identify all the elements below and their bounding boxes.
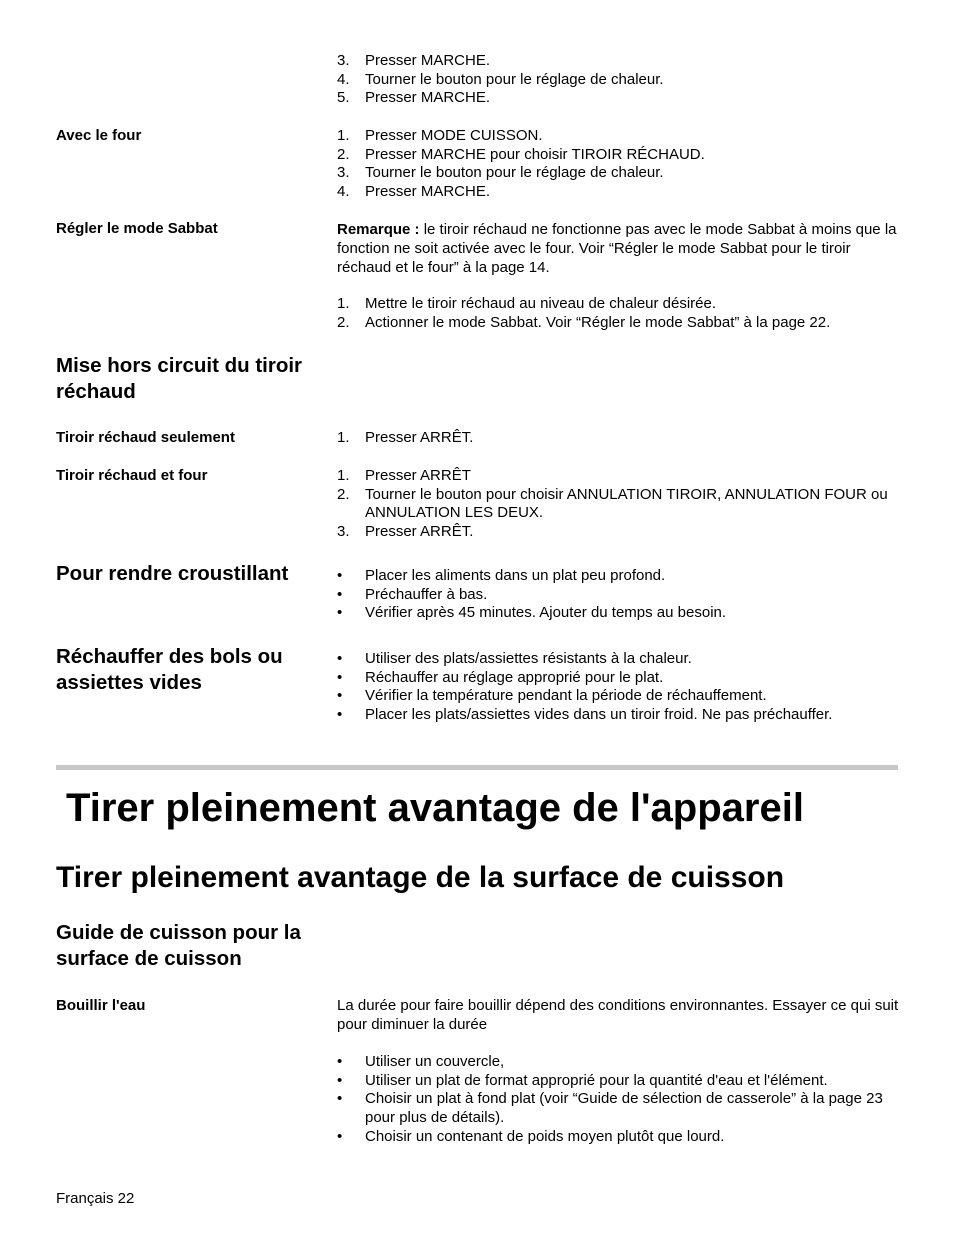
sabbat-note-label: Remarque : — [337, 221, 420, 238]
list-marker: • — [337, 1090, 343, 1108]
tiroir-seul-steps — [337, 429, 902, 448]
list-marker: 5. — [337, 89, 350, 107]
list-item-text: Tourner le bouton pour choisir ANNULATION TIROIR, ANNULATION FOUR ou ANNULATION LES DEUX. — [365, 485, 888, 522]
list-item — [337, 429, 902, 448]
list-item-text: Tourner le bouton pour le réglage de chaleur. — [365, 70, 664, 88]
list-item — [337, 650, 902, 669]
list-marker: 1. — [337, 127, 350, 144]
list-item — [337, 183, 902, 202]
list-item-text: Presser ARRÊT. — [365, 523, 474, 541]
list-item — [337, 586, 902, 605]
list-marker: • — [337, 706, 343, 724]
list-marker: • — [337, 567, 343, 584]
list-marker: 2. — [337, 145, 350, 163]
list-item — [337, 1090, 902, 1127]
list-marker: • — [337, 668, 343, 686]
list-item-text: Utiliser un couvercle, — [365, 1053, 505, 1070]
page-footer: Français 22 — [56, 1190, 135, 1207]
list-item — [337, 687, 902, 706]
list-item-text: Presser ARRÊT — [365, 467, 471, 484]
list-marker: • — [337, 650, 343, 667]
list-item — [337, 706, 902, 725]
list-item-text: Presser MARCHE. — [365, 89, 491, 107]
list-marker: 2. — [337, 485, 350, 503]
list-item-text: Préchauffer à bas. — [365, 585, 488, 603]
list-item-text: Presser MODE CUISSON. — [365, 127, 543, 144]
list-item — [337, 604, 902, 623]
list-item — [337, 523, 902, 542]
sabbat-note — [337, 220, 902, 277]
list-marker: • — [337, 1053, 343, 1070]
list-item-text: Presser MARCHE. — [365, 52, 491, 69]
list-marker: 1. — [337, 467, 350, 484]
sub-title: Tirer pleinement avantage de la surface de cuisson — [56, 861, 785, 894]
bols-list — [337, 650, 902, 725]
bouillir-label: Bouillir l'eau — [56, 997, 146, 1014]
list-item — [337, 1053, 902, 1072]
list-item-text: Actionner le mode Sabbat. Voir “Régler le mode Sabbat” à la page 22. — [365, 313, 831, 331]
list-item — [337, 567, 902, 586]
list-marker: 4. — [337, 183, 350, 201]
list-item — [337, 52, 902, 71]
list-item — [337, 486, 902, 523]
list-marker: 1. — [337, 429, 350, 446]
section-divider — [56, 765, 898, 770]
list-item — [337, 295, 902, 314]
list-item-text: Choisir un plat à fond plat (voir “Guide de sélection de casserole” à la page 23 pour plus de détails). — [365, 1090, 883, 1127]
list-marker: 4. — [337, 70, 350, 88]
list-marker: • — [337, 585, 343, 603]
list-item-text: Presser MARCHE. — [365, 183, 491, 201]
list-item-text: Presser MARCHE pour choisir TIROIR RÉCHAUD. — [365, 145, 705, 163]
tiroir-seul-label: Tiroir réchaud seulement — [56, 429, 235, 446]
list-item-text: Réchauffer au réglage approprié pour le plat. — [365, 668, 664, 686]
list-item — [337, 669, 902, 688]
main-title: Tirer pleinement avantage de l'appareil — [66, 786, 804, 830]
mise-hors-heading: Mise hors circuit du tiroir réchaud — [56, 354, 303, 403]
tiroir-four-steps — [337, 467, 902, 542]
list-item — [337, 467, 902, 486]
bouillir-text: La durée pour faire bouillir dépend des conditions environnantes. Essayer ce qui suit pour diminuer la durée — [337, 997, 899, 1033]
list-item-text: Mettre le tiroir réchaud au niveau de chaleur désirée. — [365, 295, 717, 312]
list-item-text: Placer les plats/assiettes vides dans un tiroir froid. Ne pas préchauffer. — [365, 706, 833, 724]
list-item — [337, 1128, 902, 1147]
list-item-text: Tourner le bouton pour le réglage de chaleur. — [365, 164, 664, 182]
list-item-text: Utiliser des plats/assiettes résistants à la chaleur. — [365, 650, 692, 667]
list-item — [337, 89, 902, 108]
list-marker: • — [337, 687, 343, 705]
list-item-text: Choisir un contenant de poids moyen plutôt que lourd. — [365, 1127, 725, 1145]
list-item — [337, 314, 902, 333]
list-marker: 3. — [337, 164, 350, 182]
bols-heading: Réchauffer des bols ou assiettes vides — [56, 645, 283, 694]
list-item-text: Presser ARRÊT. — [365, 429, 474, 446]
list-item — [337, 127, 902, 146]
tiroir-four-label: Tiroir réchaud et four — [56, 467, 208, 484]
list-marker: 1. — [337, 295, 350, 312]
list-marker: 3. — [337, 523, 350, 541]
steps-top-list — [337, 52, 902, 108]
sabbat-steps — [337, 295, 902, 332]
list-marker: • — [337, 1127, 343, 1145]
list-marker: 2. — [337, 313, 350, 331]
avec-four-label: Avec le four — [56, 127, 142, 144]
avec-four-steps — [337, 127, 902, 202]
list-item-text: Vérifier après 45 minutes. Ajouter du temps au besoin. — [365, 604, 727, 622]
sabbat-note-text: le tiroir réchaud ne fonctionne pas avec le mode Sabbat à moins que la fonction ne soit activée avec le four. Voir “Régler le mode Sabbat pour le tiroir réchaud et le four” à la page 14. — [337, 221, 897, 276]
list-item — [337, 1072, 902, 1091]
guide-heading: Guide de cuisson pour la surface de cuisson — [56, 921, 301, 970]
sabbat-label: Régler le mode Sabbat — [56, 220, 218, 237]
croustillant-heading: Pour rendre croustillant — [56, 562, 289, 585]
list-marker: • — [337, 604, 343, 622]
list-item — [337, 71, 902, 90]
bouillir-list — [337, 1053, 902, 1147]
list-item-text: Utiliser un plat de format approprié pour la quantité d'eau et l'élément. — [365, 1071, 828, 1089]
list-marker: 3. — [337, 52, 350, 69]
list-item — [337, 146, 902, 165]
list-item-text: Vérifier la température pendant la période de réchauffement. — [365, 687, 767, 705]
croustillant-list — [337, 567, 902, 623]
list-item — [337, 164, 902, 183]
list-marker: • — [337, 1071, 343, 1089]
list-item-text: Placer les aliments dans un plat peu profond. — [365, 567, 666, 584]
